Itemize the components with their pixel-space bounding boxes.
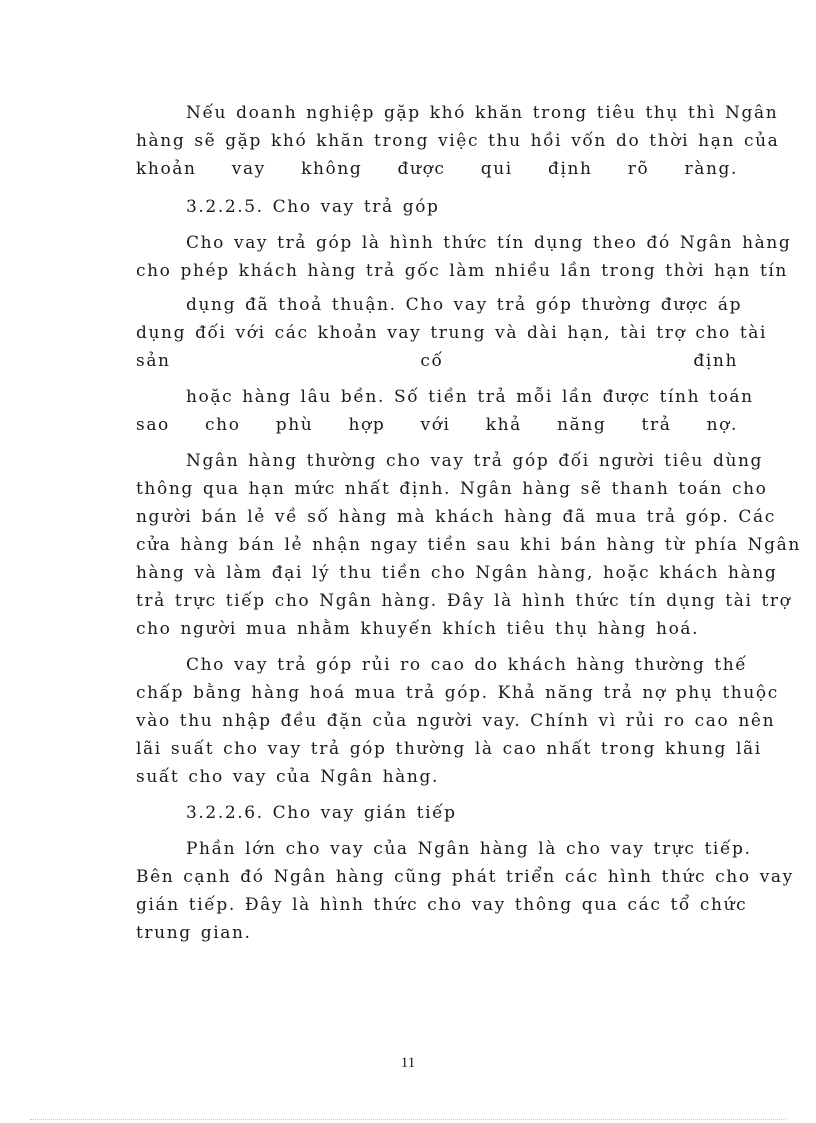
- text-line: cửa hàng bán lẻ nhận ngay tiền sau khi bán hàng từ phía Ngân: [136, 535, 801, 555]
- text-line: dụng đối với các khoản vay trung và dài hạn, tài trợ cho tài: [136, 323, 768, 343]
- text-line: hoặc hàng lâu bền. Số tiền trả mỗi lần được tính toán: [186, 387, 754, 407]
- section-heading: 3.2.2.6. Cho vay gián tiếp: [186, 803, 457, 823]
- text-line: Bên cạnh đó Ngân hàng cũng phát triển các hình thức cho vay: [136, 867, 794, 887]
- text-line: cho phép khách hàng trả gốc làm nhiều lần trong thời hạn tín: [136, 261, 788, 281]
- text-line: người bán lẻ về số hàng mà khách hàng đã mua trả góp. Các: [136, 507, 776, 527]
- text-line: trả trực tiếp cho Ngân hàng. Đây là hình thức tín dụng tài trợ: [136, 591, 792, 611]
- text-line: vào thu nhập đều đặn của người vay. Chính vì rủi ro cao nên: [136, 711, 776, 731]
- text-line: thông qua hạn mức nhất định. Ngân hàng sẽ thanh toán cho: [136, 479, 768, 499]
- text-line: khoản vay không được qui định rõ ràng.: [136, 159, 738, 179]
- text-line: dụng đã thoả thuận. Cho vay trả góp thường được áp: [186, 295, 743, 315]
- text-line: cho người mua nhằm khuyến khích tiêu thụ hàng hoá.: [136, 619, 700, 639]
- text-line: Phần lớn cho vay của Ngân hàng là cho vay trực tiếp.: [186, 839, 752, 859]
- text-line: trung gian.: [136, 923, 252, 943]
- page-number: 11: [400, 1055, 416, 1071]
- footer-divider: [30, 1119, 786, 1120]
- text-line: hàng và làm đại lý thu tiền cho Ngân hàng, hoặc khách hàng: [136, 563, 778, 583]
- text-line: sản cố định: [136, 351, 738, 371]
- text-line: Cho vay trả góp rủi ro cao do khách hàng thường thế: [186, 655, 748, 675]
- text-line: suất cho vay của Ngân hàng.: [136, 767, 439, 787]
- text-line: sao cho phù hợp với khả năng trả nợ.: [136, 415, 738, 435]
- text-line: Nếu doanh nghiệp gặp khó khăn trong tiêu thụ thì Ngân: [186, 103, 779, 123]
- text-line: hàng sẽ gặp khó khăn trong việc thu hồi vốn do thời hạn của: [136, 131, 780, 151]
- text-line: chấp bằng hàng hoá mua trả góp. Khả năng trả nợ phụ thuộc: [136, 683, 779, 703]
- text-line: gián tiếp. Đây là hình thức cho vay thông qua các tổ chức: [136, 895, 748, 915]
- text-line: Ngân hàng thường cho vay trả góp đối người tiêu dùng: [186, 451, 764, 471]
- section-heading: 3.2.2.5. Cho vay trả góp: [186, 197, 440, 217]
- text-line: lãi suất cho vay trả góp thường là cao nhất trong khung lãi: [136, 739, 762, 759]
- text-line: Cho vay trả góp là hình thức tín dụng theo đó Ngân hàng: [186, 233, 792, 253]
